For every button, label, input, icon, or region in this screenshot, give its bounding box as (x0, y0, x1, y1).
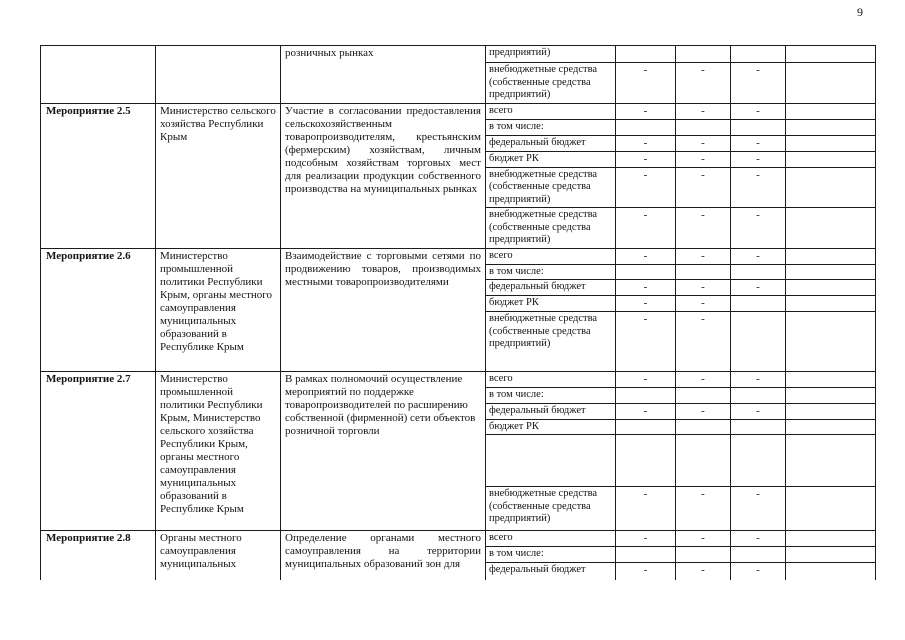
budget-type-label: в том числе: (486, 388, 616, 404)
value-cell: - (676, 296, 731, 312)
activity-cell: Мероприятие 2.6 (41, 248, 156, 372)
budget-type-label: предприятий) (486, 46, 616, 63)
description-cell: Определение органами местного самоуправления на территории муниципальных образований зон для (281, 531, 486, 581)
value-cell: - (676, 562, 731, 580)
value-cell (616, 388, 676, 404)
description-cell: Взаимодействие с торговыми сетями по продвижению товаров, производимых местными товаропроизводителями (281, 248, 486, 372)
value-cell (786, 435, 876, 487)
value-cell (786, 562, 876, 580)
value-cell (616, 46, 676, 63)
budget-type-label: бюджет РК (486, 151, 616, 167)
value-cell: - (676, 403, 731, 419)
value-cell: - (616, 312, 676, 372)
value-cell (731, 296, 786, 312)
value-cell (731, 312, 786, 372)
value-cell (676, 388, 731, 404)
value-cell: - (616, 296, 676, 312)
value-cell: - (616, 63, 676, 104)
value-cell: - (676, 63, 731, 104)
value-cell: - (676, 487, 731, 531)
budget-type-label: в том числе: (486, 120, 616, 136)
value-cell: - (731, 487, 786, 531)
table-row (41, 531, 876, 547)
value-cell: - (731, 280, 786, 296)
value-cell: - (616, 151, 676, 167)
executor-cell: Министерство промышленной политики Республики Крым, органы местного самоуправления муниципальных образований в Республике Крым (156, 248, 281, 372)
value-cell: - (731, 167, 786, 208)
table-row (41, 46, 876, 63)
value-cell (731, 120, 786, 136)
value-cell (676, 435, 731, 487)
value-cell (616, 120, 676, 136)
executor-cell: Министерство сельского хозяйства Республики Крым (156, 104, 281, 249)
value-cell: - (676, 372, 731, 388)
budget-type-label: всего (486, 104, 616, 120)
value-cell (786, 120, 876, 136)
value-cell: - (731, 372, 786, 388)
budget-type-label: в том числе: (486, 547, 616, 563)
value-cell: - (676, 104, 731, 120)
value-cell (731, 388, 786, 404)
value-cell (616, 419, 676, 435)
value-cell: - (676, 151, 731, 167)
value-cell: - (676, 208, 731, 249)
value-cell: - (616, 104, 676, 120)
value-cell: - (731, 63, 786, 104)
value-cell (676, 120, 731, 136)
budget-type-label: внебюджетные средства (собственные средства предприятий) (486, 63, 616, 104)
value-cell (616, 547, 676, 563)
value-cell (786, 547, 876, 563)
value-cell: - (676, 167, 731, 208)
value-cell (786, 151, 876, 167)
value-cell: - (676, 135, 731, 151)
budget-type-label: бюджет РК (486, 296, 616, 312)
value-cell (731, 435, 786, 487)
description-cell: розничных рынках (281, 46, 486, 104)
table-row (41, 248, 876, 264)
budget-type-label: внебюджетные средства (собственные средства предприятий) (486, 312, 616, 372)
value-cell: - (731, 403, 786, 419)
value-cell: - (616, 487, 676, 531)
budget-type-label: всего (486, 531, 616, 547)
value-cell (731, 419, 786, 435)
value-cell: - (616, 248, 676, 264)
value-cell (786, 264, 876, 280)
value-cell: - (616, 280, 676, 296)
value-cell (786, 135, 876, 151)
value-cell: - (731, 135, 786, 151)
value-cell (731, 547, 786, 563)
budget-type-label: внебюджетные средства (собственные средства предприятий) (486, 487, 616, 531)
value-cell: - (676, 531, 731, 547)
value-cell: - (616, 562, 676, 580)
description-cell: В рамках полномочий осуществление мероприятий по поддержке товаропроизводителей по расширению собственной (фирменной) сети объектов розничной торговли (281, 372, 486, 531)
value-cell (786, 419, 876, 435)
value-cell (786, 104, 876, 120)
value-cell (786, 403, 876, 419)
budget-type-label: внебюджетные средства (собственные средства предприятий) (486, 208, 616, 249)
value-cell: - (616, 372, 676, 388)
value-cell (731, 264, 786, 280)
value-cell (616, 435, 676, 487)
activity-cell: Мероприятие 2.7 (41, 372, 156, 531)
value-cell: - (616, 135, 676, 151)
value-cell (676, 419, 731, 435)
value-cell (786, 487, 876, 531)
budget-type-label: федеральный бюджет (486, 280, 616, 296)
table-row (41, 104, 876, 120)
value-cell: - (731, 104, 786, 120)
value-cell (786, 312, 876, 372)
description-cell: Участие в согласовании предоставления сельскохозяйственным товаропроизводителям, крестьянским (фермерским) хозяйствам, личным подсобным хозяйствам торговых мест для реализации продукции собственного производства на муниципальных рынках (281, 104, 486, 249)
value-cell: - (731, 531, 786, 547)
table-row (41, 372, 876, 388)
value-cell (616, 264, 676, 280)
value-cell (786, 167, 876, 208)
value-cell: - (731, 562, 786, 580)
activity-cell (41, 46, 156, 104)
value-cell (676, 264, 731, 280)
value-cell (676, 46, 731, 63)
budget-type-label (486, 435, 616, 487)
budget-type-label: всего (486, 372, 616, 388)
value-cell: - (616, 403, 676, 419)
budget-type-label: федеральный бюджет (486, 135, 616, 151)
value-cell (786, 531, 876, 547)
value-cell (786, 63, 876, 104)
value-cell: - (731, 208, 786, 249)
value-cell (786, 46, 876, 63)
value-cell: - (616, 208, 676, 249)
budget-type-label: федеральный бюджет (486, 403, 616, 419)
program-activities-table (40, 45, 876, 580)
value-cell (731, 46, 786, 63)
value-cell (786, 208, 876, 249)
budget-type-label: бюджет РК (486, 419, 616, 435)
value-cell (786, 296, 876, 312)
value-cell (786, 248, 876, 264)
budget-type-label: в том числе: (486, 264, 616, 280)
activity-cell: Мероприятие 2.8 (41, 531, 156, 581)
value-cell: - (731, 151, 786, 167)
value-cell (786, 388, 876, 404)
value-cell: - (616, 167, 676, 208)
value-cell: - (676, 280, 731, 296)
executor-cell (156, 46, 281, 104)
executor-cell: Органы местного самоуправления муниципальных (156, 531, 281, 581)
page-number: 9 (857, 5, 863, 19)
budget-type-label: всего (486, 248, 616, 264)
value-cell (676, 547, 731, 563)
value-cell: - (616, 531, 676, 547)
budget-type-label: федеральный бюджет (486, 562, 616, 580)
value-cell: - (676, 312, 731, 372)
budget-type-label: внебюджетные средства (собственные средства предприятий) (486, 167, 616, 208)
activity-cell: Мероприятие 2.5 (41, 104, 156, 249)
value-cell: - (676, 248, 731, 264)
value-cell: - (731, 248, 786, 264)
value-cell (786, 372, 876, 388)
executor-cell: Министерство промышленной политики Республики Крым, Министерство сельского хозяйства Республики Крым, органы местного самоуправления муниципальных образований в Республике Крым (156, 372, 281, 531)
value-cell (786, 280, 876, 296)
